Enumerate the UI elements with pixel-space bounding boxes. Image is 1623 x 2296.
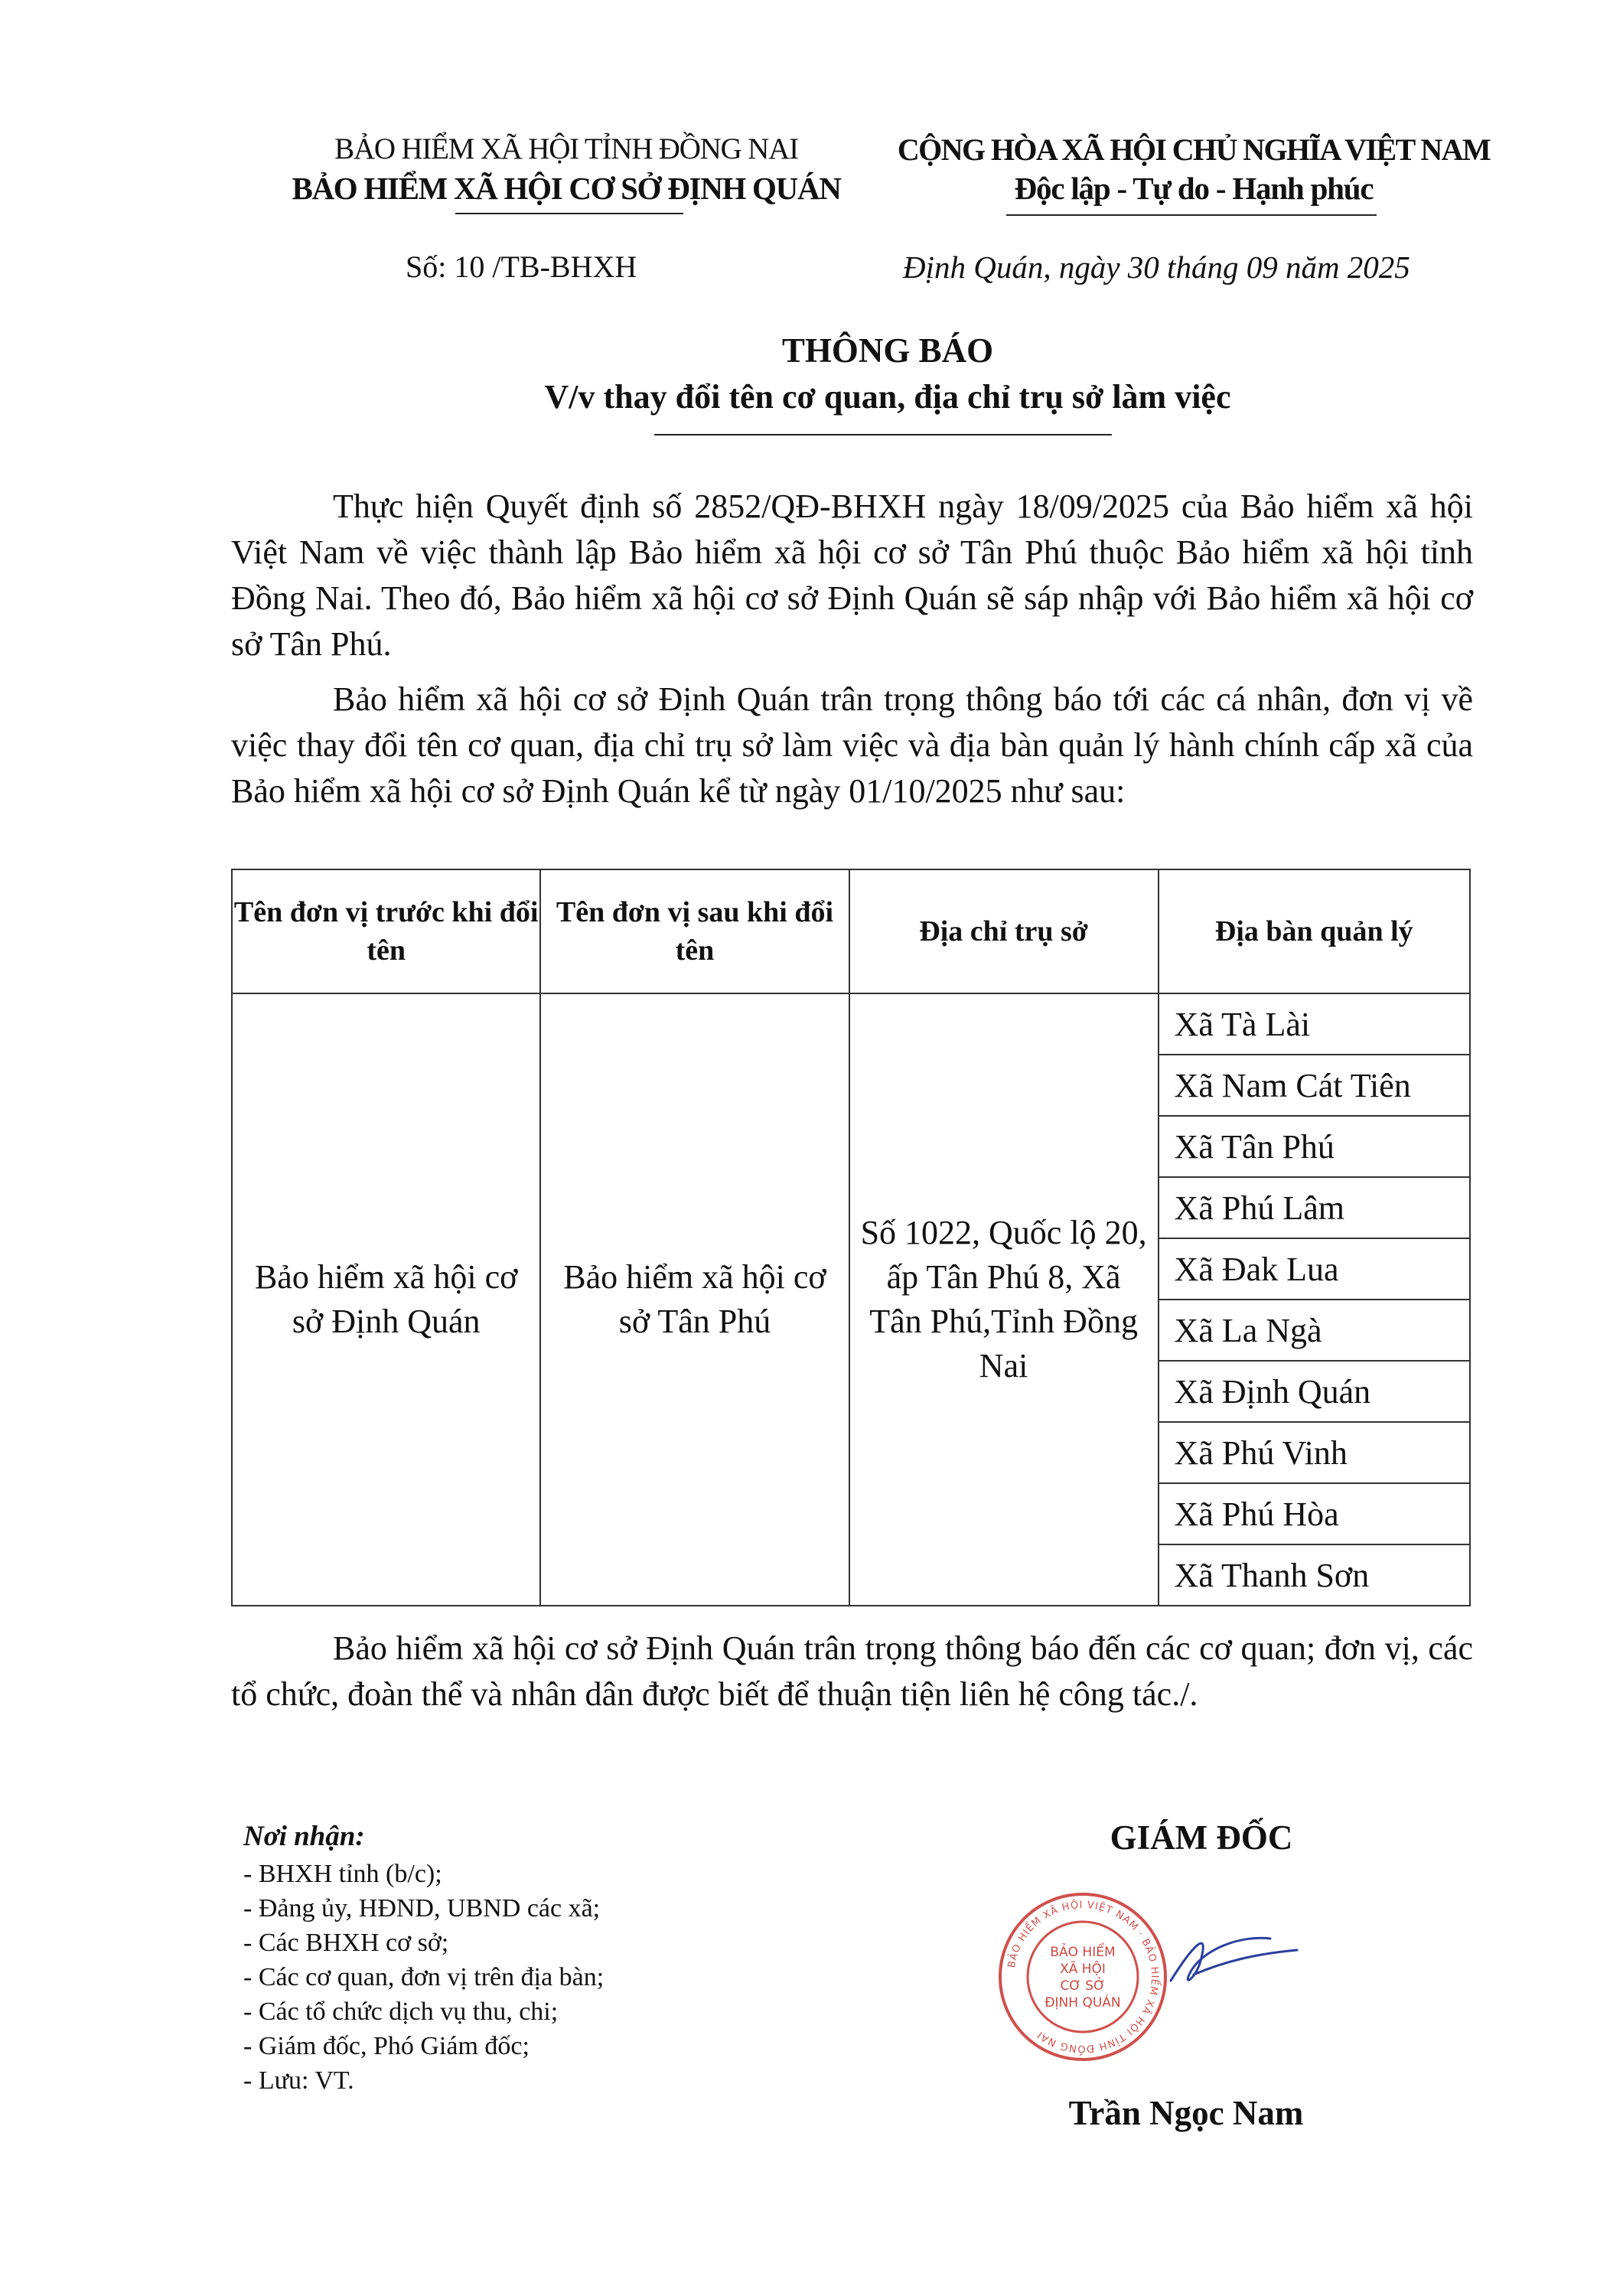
paragraph-decision: Thực hiện Quyết định số 2852/QĐ-BHXH ngày 18/09/2025 của Bảo hiểm xã hội Việt Nam về việc thành lập Bảo hiểm xã hội cơ sở Tân Phú thuộc Bảo hiểm xã hội tỉnh Đồng Nai. Theo đó, Bảo hiểm xã hội cơ sở Định Quán sẽ sáp nhập với Bảo hiểm xã hội cơ sở Tân Phú. (231, 488, 1473, 663)
commune-item: Xã Đak Lua (1159, 1238, 1469, 1300)
header-address: Địa chỉ trụ sở (849, 869, 1159, 993)
recipient-item: - Các cơ quan, đơn vị trên địa bàn; (243, 1963, 605, 1991)
commune-item: Xã La Ngà (1159, 1300, 1469, 1361)
header-area: Địa bàn quản lý (1159, 869, 1470, 993)
commune-list (1159, 993, 1470, 1606)
recipient-item: - Lưu: VT. (243, 2066, 354, 2095)
commune-item: Xã Phú Hòa (1159, 1483, 1469, 1544)
stamp-line: XÃ HỘI (1060, 1962, 1106, 1977)
agency-name: BẢO HIỂM XÃ HỘI CƠ SỞ ĐỊNH QUÁN (292, 171, 841, 206)
national-motto: Độc lập - Tự do - Hạnh phúc (1014, 171, 1374, 206)
signer-name: Trần Ngọc Nam (1068, 2094, 1304, 2132)
svg-text:BẢO HIỂM XÃ HỘI VIỆT NAM · BẢO: BẢO HIỂM XÃ HỘI VIỆT NAM · BẢO HIỂM XÃ HỘI TỈNH ĐỒNG NAI (1005, 1899, 1161, 2055)
header-old-name: Tên đơn vị trước khi đổi tên (232, 869, 540, 993)
commune-item: Xã Định Quán (1159, 1361, 1469, 1422)
table-header-row (232, 869, 1470, 993)
header-new-name: Tên đơn vị sau khi đổi tên (540, 869, 849, 993)
document-title: THÔNG BÁO (781, 331, 994, 370)
agency-underline (455, 213, 683, 214)
recipients-list (243, 1857, 604, 2098)
commune-item: Xã Phú Vinh (1159, 1422, 1469, 1483)
parent-agency: BẢO HIỂM XÃ HỘI TỈNH ĐỒNG NAI (334, 132, 798, 165)
document-subtitle: V/v thay đổi tên cơ quan, địa chỉ trụ sở làm việc (544, 378, 1231, 416)
commune-item: Xã Nam Cát Tiên (1159, 1055, 1469, 1116)
new-unit-name: Bảo hiểm xã hội cơ sở Tân Phú (540, 993, 849, 1606)
commune-item: Xã Phú Lâm (1159, 1177, 1469, 1238)
national-title: CỘNG HÒA XÃ HỘI CHỦ NGHĨA VIỆT NAM (897, 132, 1491, 167)
place-date: Định Quán, ngày 30 tháng 09 năm 2025 (903, 249, 1410, 285)
recipient-item: - Giám đốc, Phó Giám đốc; (243, 2032, 530, 2060)
commune-item: Xã Tà Lài (1159, 994, 1469, 1055)
paragraph-announcement: Bảo hiểm xã hội cơ sở Định Quán trân trọng thông báo tới các cá nhân, đơn vị về việc thay đổi tên cơ quan, địa chỉ trụ sở làm việc và địa bàn quản lý hành chính cấp xã của Bảo hiểm xã hội cơ sở Định Quán kể từ ngày 01/10/2025 như sau: (231, 680, 1473, 810)
recipient-item: - BHXH tỉnh (b/c); (243, 1860, 442, 1888)
document-number: Số: 10 /TB-BHXH (406, 249, 637, 284)
recipient-item: - Các tổ chức dịch vụ thu, chi; (243, 1998, 559, 2026)
stamp-line: ĐỊNH QUÁN (1045, 1995, 1121, 2011)
recipient-item: - Đảng ủy, HĐND, UBND các xã; (243, 1894, 601, 1923)
motto-underline (1006, 214, 1377, 216)
handwritten-signature (1155, 1919, 1301, 2011)
recipients-title: Nơi nhận: (243, 1821, 365, 1852)
stamp-line: CƠ SỞ (1060, 1978, 1106, 1994)
recipient-item: - Các BHXH cơ sở; (243, 1929, 449, 1957)
signer-title: GIÁM ĐỐC (1110, 1818, 1293, 1857)
official-stamp (995, 1889, 1171, 2065)
change-table (231, 869, 1471, 1606)
commune-item: Xã Thanh Sơn (1174, 1556, 1370, 1594)
old-unit-name: Bảo hiểm xã hội cơ sở Định Quán (232, 993, 540, 1606)
office-address: Số 1022, Quốc lộ 20, ấp Tân Phú 8, Xã Tân Phú,Tỉnh Đồng Nai (849, 993, 1159, 1606)
commune-item: Xã Tân Phú (1159, 1116, 1469, 1177)
stamp-line: BẢO HIỂM (1050, 1945, 1116, 1960)
table-row (232, 993, 1470, 1606)
title-underline (654, 434, 1112, 435)
paragraph-closing: Bảo hiểm xã hội cơ sở Định Quán trân trọng thông báo đến các cơ quan; đơn vị, các tổ chức, đoàn thể và nhân dân được biết để thuận tiện liên hệ công tác./. (231, 1629, 1473, 1713)
